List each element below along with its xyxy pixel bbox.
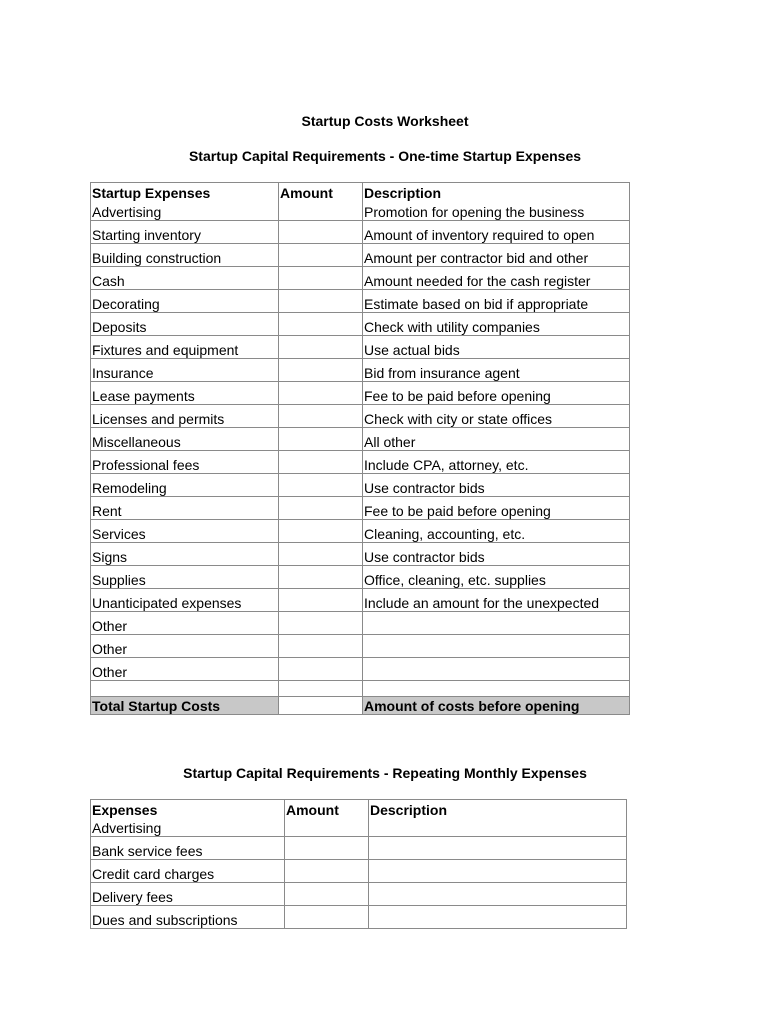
description-cell: Use actual bids [363, 336, 630, 359]
description-cell [369, 818, 627, 837]
description-cell: Bid from insurance agent [363, 359, 630, 382]
amount-cell[interactable] [285, 818, 369, 837]
table-row [91, 201, 630, 221]
expense-cell: Bank service fees [91, 837, 285, 860]
amount-cell[interactable] [279, 497, 363, 520]
column-header-description: Description [369, 800, 627, 819]
amount-cell[interactable] [279, 520, 363, 543]
empty-cell [279, 681, 363, 697]
expense-cell: Delivery fees [91, 883, 285, 906]
description-cell [369, 837, 627, 860]
table-row [91, 382, 630, 405]
table-row [91, 612, 630, 635]
expense-cell: Fixtures and equipment [91, 336, 279, 359]
table-header-row [91, 800, 627, 819]
amount-cell[interactable] [285, 883, 369, 906]
description-cell [369, 860, 627, 883]
expense-cell: Decorating [91, 290, 279, 313]
description-cell [363, 635, 630, 658]
description-cell [363, 612, 630, 635]
table-row [91, 566, 630, 589]
expense-cell: Supplies [91, 566, 279, 589]
total-amount-cell[interactable] [279, 697, 363, 715]
expense-cell: Signs [91, 543, 279, 566]
expense-cell: Dues and subscriptions [91, 906, 285, 929]
description-cell: Use contractor bids [363, 474, 630, 497]
total-row [91, 697, 630, 715]
monthly-expenses-body [91, 818, 627, 929]
table-row [91, 244, 630, 267]
description-cell: Fee to be paid before opening [363, 497, 630, 520]
expense-cell: Unanticipated expenses [91, 589, 279, 612]
table-row [91, 589, 630, 612]
table-header-row [91, 183, 630, 202]
amount-cell[interactable] [285, 906, 369, 929]
table-row [91, 520, 630, 543]
amount-cell[interactable] [279, 566, 363, 589]
description-cell: Check with utility companies [363, 313, 630, 336]
one-time-expenses-heading: Startup Capital Requirements - One-time Startup Expenses [188, 148, 582, 164]
amount-cell[interactable] [279, 612, 363, 635]
expense-cell: Insurance [91, 359, 279, 382]
description-cell: Office, cleaning, etc. supplies [363, 566, 630, 589]
amount-cell[interactable] [279, 290, 363, 313]
table-row [91, 405, 630, 428]
amount-cell[interactable] [279, 336, 363, 359]
amount-cell[interactable] [279, 405, 363, 428]
expense-cell: Deposits [91, 313, 279, 336]
table-row [91, 818, 627, 837]
total-description-cell: Amount of costs before opening [363, 697, 630, 715]
expense-cell: Miscellaneous [91, 428, 279, 451]
table-row [91, 837, 627, 860]
one-time-expenses-body [91, 201, 630, 715]
empty-cell [91, 681, 279, 697]
amount-cell[interactable] [279, 451, 363, 474]
table-row [91, 658, 630, 681]
table-row [91, 497, 630, 520]
amount-cell[interactable] [285, 860, 369, 883]
amount-cell[interactable] [279, 201, 363, 221]
expense-cell: Other [91, 635, 279, 658]
expense-cell: Remodeling [91, 474, 279, 497]
table-row [91, 313, 630, 336]
description-cell: Amount of inventory required to open [363, 221, 630, 244]
amount-cell[interactable] [279, 543, 363, 566]
description-cell: Amount needed for the cash register [363, 267, 630, 290]
expense-cell: Other [91, 612, 279, 635]
description-cell [363, 658, 630, 681]
description-cell: Cleaning, accounting, etc. [363, 520, 630, 543]
expense-cell: Advertising [91, 201, 279, 221]
expense-cell: Cash [91, 267, 279, 290]
amount-cell[interactable] [279, 428, 363, 451]
amount-cell[interactable] [279, 474, 363, 497]
amount-cell[interactable] [279, 382, 363, 405]
description-cell: Check with city or state offices [363, 405, 630, 428]
table-row [91, 336, 630, 359]
amount-cell[interactable] [279, 589, 363, 612]
monthly-expenses-heading: Startup Capital Requirements - Repeating Monthly Expenses [183, 765, 587, 781]
expense-cell: Services [91, 520, 279, 543]
table-row [91, 543, 630, 566]
table-row [91, 451, 630, 474]
description-cell: Include an amount for the unexpected [363, 589, 630, 612]
column-header-amount: Amount [279, 183, 363, 202]
description-cell: Fee to be paid before opening [363, 382, 630, 405]
amount-cell[interactable] [279, 267, 363, 290]
table-row [91, 267, 630, 290]
description-cell [369, 906, 627, 929]
amount-cell[interactable] [285, 837, 369, 860]
expense-cell: Other [91, 658, 279, 681]
table-row [91, 635, 630, 658]
table-row [91, 906, 627, 929]
table-row [91, 221, 630, 244]
amount-cell[interactable] [279, 658, 363, 681]
monthly-expenses-table [90, 799, 627, 929]
description-cell: Promotion for opening the business [363, 201, 630, 221]
table-row [91, 290, 630, 313]
column-header-description: Description [363, 183, 630, 202]
empty-cell [363, 681, 630, 697]
total-label-cell: Total Startup Costs [91, 697, 279, 715]
spacer-row [91, 681, 630, 697]
column-header-amount: Amount [285, 800, 369, 819]
page-title: Startup Costs Worksheet [301, 113, 469, 129]
one-time-expenses-table [90, 182, 630, 715]
expense-cell: Rent [91, 497, 279, 520]
amount-cell[interactable] [279, 313, 363, 336]
expense-cell: Building construction [91, 244, 279, 267]
expense-cell: Licenses and permits [91, 405, 279, 428]
amount-cell[interactable] [279, 244, 363, 267]
expense-cell: Professional fees [91, 451, 279, 474]
amount-cell[interactable] [279, 359, 363, 382]
table-row [91, 860, 627, 883]
amount-cell[interactable] [279, 635, 363, 658]
expense-cell: Lease payments [91, 382, 279, 405]
description-cell [369, 883, 627, 906]
amount-cell[interactable] [279, 221, 363, 244]
description-cell: Use contractor bids [363, 543, 630, 566]
column-header-expense: Startup Expenses [91, 183, 279, 202]
table-row [91, 428, 630, 451]
table-row [91, 359, 630, 382]
description-cell: Estimate based on bid if appropriate [363, 290, 630, 313]
description-cell: Amount per contractor bid and other [363, 244, 630, 267]
description-cell: Include CPA, attorney, etc. [363, 451, 630, 474]
table-row [91, 883, 627, 906]
column-header-expense: Expenses [91, 800, 285, 819]
table-row [91, 474, 630, 497]
expense-cell: Credit card charges [91, 860, 285, 883]
expense-cell: Advertising [91, 818, 285, 837]
description-cell: All other [363, 428, 630, 451]
expense-cell: Starting inventory [91, 221, 279, 244]
